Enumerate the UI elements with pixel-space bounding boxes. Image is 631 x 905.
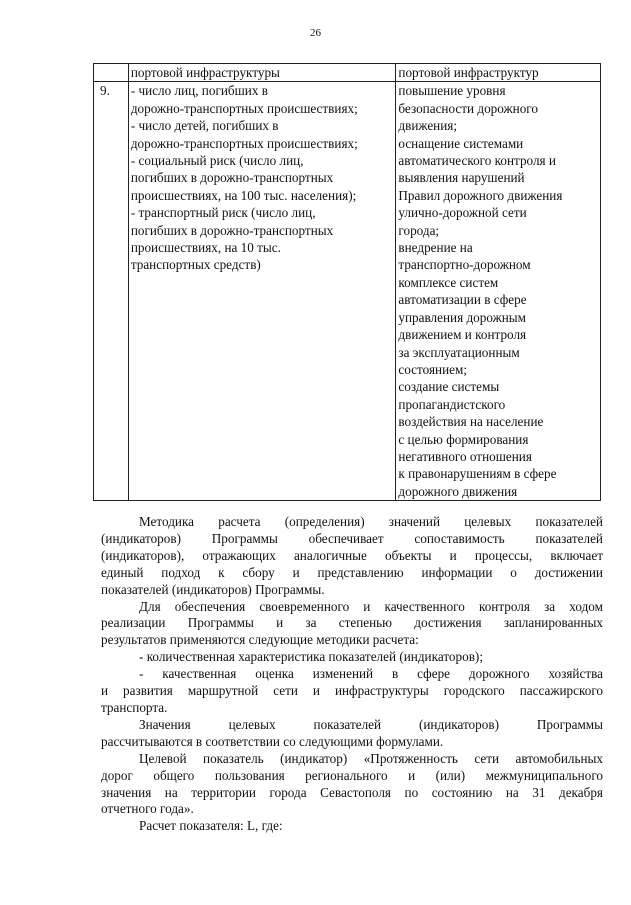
text-line: и развития маршрутной сети и инфраструктуры городского пассажирского (101, 683, 603, 699)
cell-line: комплексе систем (398, 274, 499, 290)
cell-line: состоянием; (398, 361, 467, 377)
paragraph-formulas (101, 717, 603, 751)
cell-line: транспортных средств) (130, 257, 261, 273)
measures-cell (396, 82, 601, 501)
cell-line: погибших в дорожно-транспортных (130, 170, 334, 186)
table-cell-empty (94, 64, 129, 82)
page-number: 26 (310, 27, 321, 39)
cell-line: погибших в дорожно-транспортных (130, 222, 334, 238)
cell-line: автоматизации в сфере (398, 292, 527, 308)
table-cell-header-col2: портовой инфраструктуры (128, 64, 396, 82)
paragraph-target-indicator (101, 751, 603, 819)
cell-line: - транспортный риск (число лиц, (130, 205, 316, 221)
cell-line: повышение уровня (398, 83, 506, 99)
cell-line: управления дорожным (398, 309, 526, 325)
cell-line: Правил дорожного движения (398, 187, 563, 203)
text-line: Методика расчета (определения) значений целевых показателей (139, 514, 603, 529)
text-line: Для обеспечения своевременного и качественного контроля за ходом (139, 598, 603, 614)
text-line: отчетного года». (101, 801, 194, 817)
cell-line: транспортно-дорожном (398, 257, 531, 273)
text-line: дорог общего пользования регионального и (или) межмуниципального (101, 767, 603, 783)
cell-line: улично-дорожной сети (398, 205, 527, 221)
cell-line: пропагандистского (398, 396, 506, 412)
cell-line: происшествиях, на 100 тыс. населения); (130, 187, 357, 203)
cell-line: безопасности дорожного (398, 100, 538, 116)
cell-line: внедрение на (398, 240, 473, 256)
cell-line: движением и контроля (398, 327, 527, 343)
cell-line: дорожно-транспортных происшествиях; (130, 135, 358, 151)
cell-line: движения; (398, 118, 458, 134)
paragraph-control (101, 599, 603, 650)
text-line: рассчитываются в соответствии со следующими формулами. (101, 733, 444, 749)
cell-line: негативного отношения (398, 448, 532, 464)
cell-line: - число детей, погибших в (130, 118, 279, 134)
cell-line: с целью формирования (398, 431, 529, 447)
text-line: единый подход к сбору и представлению информации о достижении (101, 564, 603, 580)
indicators-cell (128, 82, 396, 501)
cell-line: к правонарушениям в сфере (398, 466, 557, 482)
cell-line: автоматического контроля и (398, 153, 556, 169)
text-line: результатов применяются следующие методики расчета: (101, 632, 419, 648)
cell-line: создание системы (398, 379, 500, 395)
text-line: (индикаторов), отражающих аналогичные объекты и процессы, включает (101, 547, 603, 563)
body-text (101, 514, 603, 835)
table-cell-header-col3: портовой инфраструктур (396, 64, 601, 82)
row-number: 9. (94, 82, 129, 501)
text-line: значения на территории города Севастополя по состоянию на 31 декабря (101, 784, 603, 800)
table-row (94, 82, 601, 501)
cell-line: воздействия на население (398, 414, 544, 430)
text-line: - качественная оценка изменений в сфере дорожного хозяйства (139, 666, 603, 682)
cell-line: - социальный риск (число лиц, (130, 153, 304, 169)
cell-line: дорожно-транспортных происшествиях; (130, 100, 358, 116)
cell-line: - число лиц, погибших в (130, 83, 268, 99)
cell-line: дорожного движения (398, 483, 518, 499)
indicators-table (93, 63, 601, 501)
cell-line: города; (398, 222, 440, 238)
paragraph-item-qualitative (101, 666, 603, 717)
text-line: Значения целевых показателей (индикаторов) Программы (139, 716, 603, 732)
cell-line: оснащение системами (398, 135, 524, 151)
cell-line: за эксплуатационным (398, 344, 520, 360)
text-line: показателей (индикаторов) Программы. (101, 581, 325, 597)
paragraph-calculation: Расчет показателя: L, где: (139, 818, 283, 834)
text-line: Целевой показатель (индикатор) «Протяженность сети автомобильных (139, 750, 603, 766)
paragraph-item-quantitative: - количественная характеристика показателей (индикаторов); (139, 649, 483, 665)
cell-line: выявления нарушений (398, 170, 525, 186)
text-line: транспорта. (101, 699, 168, 715)
paragraph-methodology (101, 514, 603, 599)
text-line: (индикаторов) Программы обеспечивает сопоставимость показателей (101, 530, 603, 546)
cell-line: происшествиях, на 10 тыс. (130, 240, 281, 256)
text-line: реализации Программы и за степенью достижения запланированных (101, 615, 603, 631)
table-row (94, 64, 601, 82)
